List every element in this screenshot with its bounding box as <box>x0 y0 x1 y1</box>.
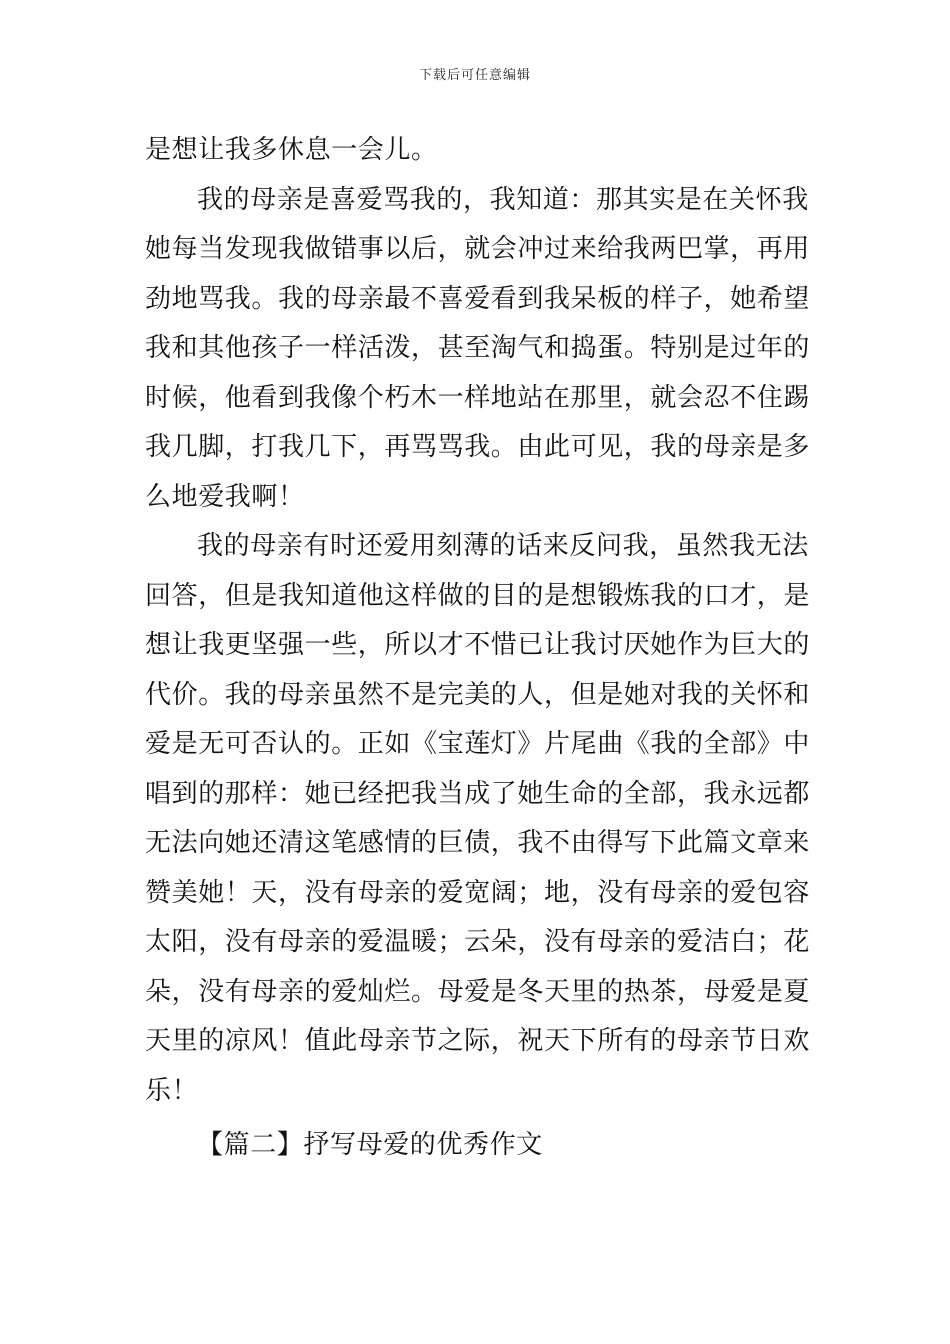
text-line: 太阳，没有母亲的爱温暖；云朵，没有母亲的爱洁白；花 <box>145 927 811 957</box>
text-line: 时候，他看到我像个朽木一样地站在那里，就会忍不住踢 <box>145 382 811 413</box>
text-line: 我的母亲是喜爱骂我的，我知道：那其实是在关怀我 <box>197 184 809 215</box>
text-line: 天里的凉风！值此母亲节之际，祝天下所有的母亲节日欢 <box>145 1026 811 1056</box>
text-line: 回答，但是我知道他这样做的目的是想锻炼我的口才，是 <box>145 580 811 611</box>
text-line: 爱是无可否认的。正如《宝莲灯》片尾曲《我的全部》中 <box>145 729 811 759</box>
text-line: 劲地骂我。我的母亲最不喜爱看到我呆板的样子，她希望 <box>145 283 811 314</box>
section-heading: 【篇二】抒写母爱的优秀作文 <box>197 1130 543 1160</box>
text-line: 朵，没有母亲的爱灿烂。母爱是冬天里的热茶，母爱是夏 <box>145 976 811 1007</box>
text-line: 么地爱我啊！ <box>145 481 305 512</box>
text-line: 想让我更坚强一些，所以才不惜已让我讨厌她作为巨大的 <box>145 630 811 660</box>
text-line: 乐！ <box>145 1075 199 1106</box>
text-line: 我的母亲有时还爱用刻薄的话来反问我，虽然我无法 <box>197 531 809 561</box>
text-line: 是想让我多休息一会儿。 <box>145 135 438 165</box>
text-line: 她每当发现我做错事以后，就会冲过来给我两巴掌，再用 <box>145 234 811 264</box>
text-line: 唱到的那样：她已经把我当成了她生命的全部，我永远都 <box>145 778 811 809</box>
text-line: 代价。我的母亲虽然不是完美的人，但是她对我的关怀和 <box>145 679 811 710</box>
header-note: 下载后可任意编辑 <box>418 68 531 83</box>
text-line: 我几脚，打我几下，再骂骂我。由此可见，我的母亲是多 <box>145 432 811 462</box>
text-line: 我和其他孩子一样活泼，甚至淘气和捣蛋。特别是过年的 <box>145 333 811 363</box>
text-line: 无法向她还清这笔感情的巨债，我不由得写下此篇文章来 <box>145 828 811 858</box>
text-line: 赞美她！天，没有母亲的爱宽阔；地，没有母亲的爱包容 <box>145 877 811 908</box>
body-text <box>145 126 810 1116</box>
